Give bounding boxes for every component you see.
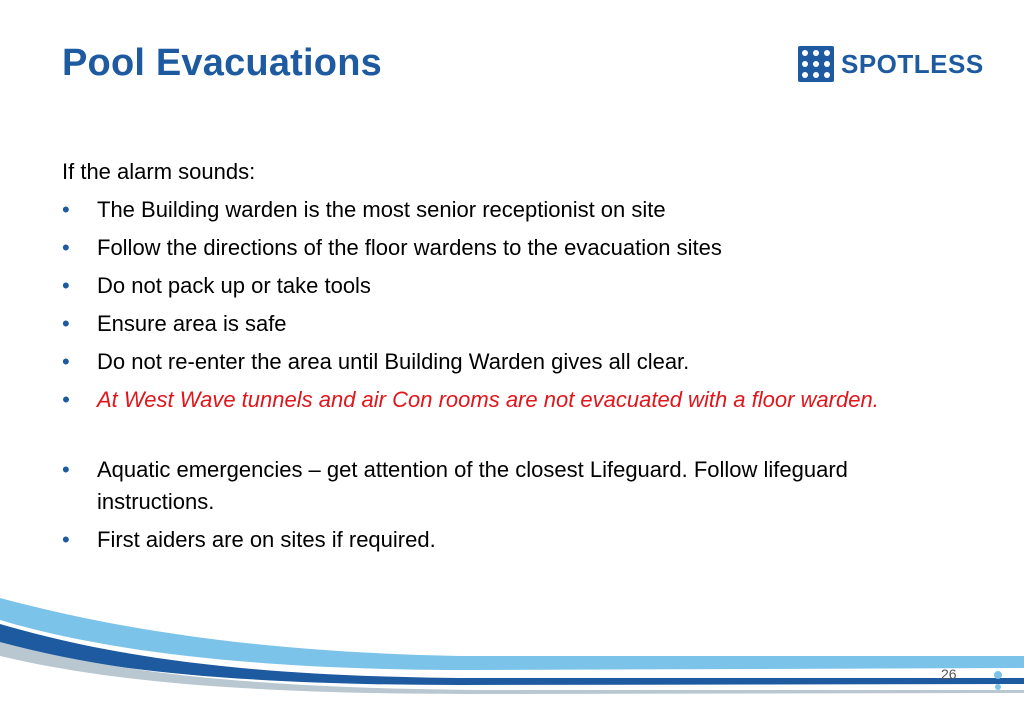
- bullet-icon: •: [62, 273, 70, 298]
- bullet-icon: •: [62, 387, 70, 412]
- bullet-text: Aquatic emergencies – get attention of the closest Lifeguard. Follow lifeguard instructions.: [97, 457, 848, 514]
- intro-text: If the alarm sounds:: [62, 159, 256, 184]
- slide-body: [62, 156, 962, 562]
- bullet-icon: •: [62, 197, 70, 222]
- bullet-icon: •: [62, 235, 70, 260]
- list-item: [62, 270, 962, 302]
- page-number: 26: [941, 666, 957, 682]
- list-item: [62, 346, 962, 378]
- slide-title: Pool Evacuations: [62, 42, 382, 84]
- logo-text: SPOTLESS: [841, 48, 984, 79]
- bullet-text: The Building warden is the most senior receptionist on site: [97, 197, 666, 222]
- bullet-text: First aiders are on sites if required.: [97, 527, 436, 552]
- bullet-icon: •: [62, 311, 70, 336]
- spotless-logo: [798, 46, 984, 82]
- bullet-icon: •: [62, 457, 70, 482]
- spotless-logo-icon: [798, 46, 834, 82]
- bullet-text: Do not re-enter the area until Building Warden gives all clear.: [97, 349, 690, 374]
- bullet-text: Follow the directions of the floor wardens to the evacuation sites: [97, 235, 722, 260]
- list-item: [62, 454, 962, 518]
- bullet-text: At West Wave tunnels and air Con rooms are not evacuated with a floor warden.: [97, 387, 879, 412]
- list-item-alert: [62, 384, 962, 416]
- list-item: [62, 232, 962, 264]
- list-item: [62, 308, 962, 340]
- footer-swoosh: [0, 590, 1024, 722]
- bullet-text: Do not pack up or take tools: [97, 273, 371, 298]
- list-item: [62, 524, 962, 556]
- list-item: [62, 194, 962, 226]
- bullet-text: Ensure area is safe: [97, 311, 287, 336]
- bullet-icon: •: [62, 527, 70, 552]
- bullet-list: [62, 194, 962, 556]
- bullet-icon: •: [62, 349, 70, 374]
